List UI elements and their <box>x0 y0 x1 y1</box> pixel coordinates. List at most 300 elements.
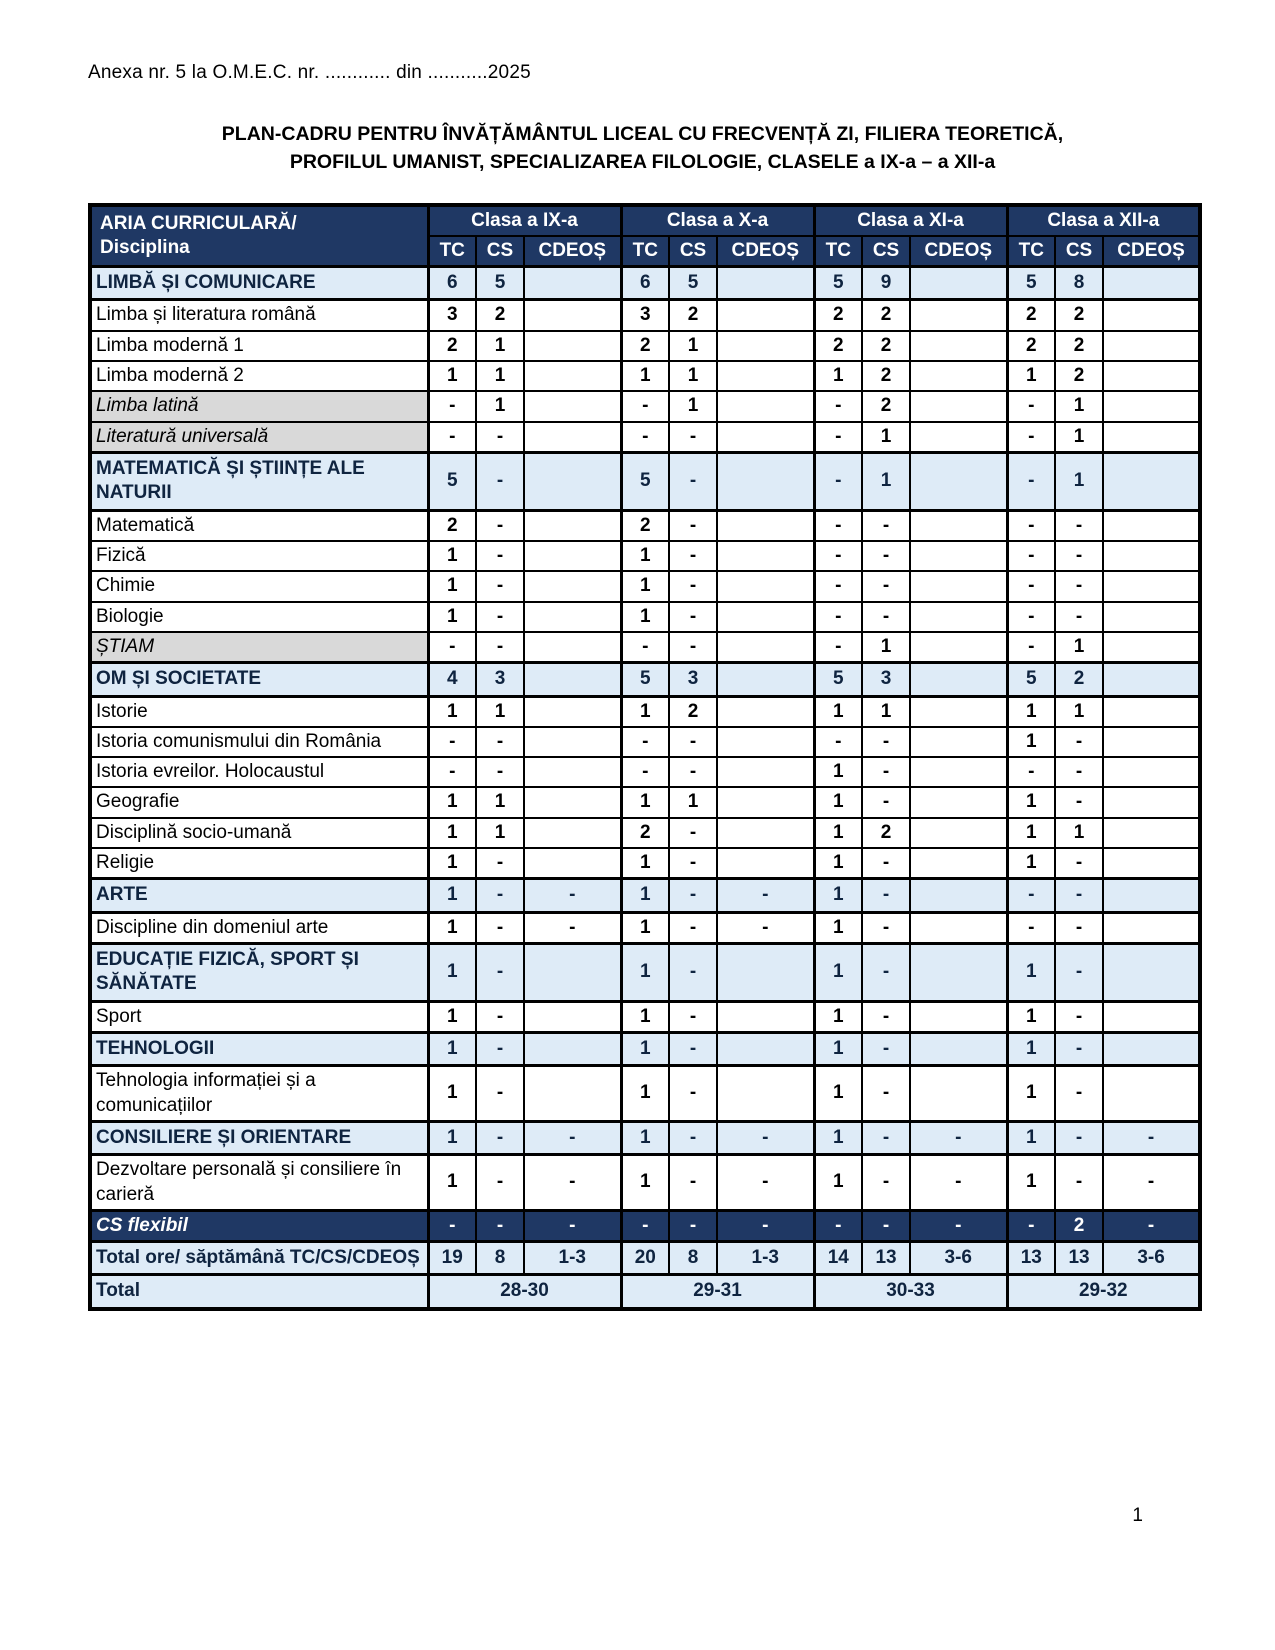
value-cell: - <box>428 757 476 787</box>
value-cell: 1 <box>1007 696 1055 727</box>
value-cell: - <box>862 571 910 601</box>
value-cell: - <box>669 1155 717 1211</box>
discipline-label: Religie <box>90 848 428 879</box>
value-cell <box>910 663 1007 696</box>
sub-header-cs: CS <box>862 236 910 267</box>
value-cell: - <box>1007 912 1055 943</box>
value-cell: 2 <box>1055 1210 1103 1241</box>
discipline-label: Discipline din domeniul arte <box>90 912 428 943</box>
value-cell: - <box>862 787 910 817</box>
value-cell: 1 <box>476 331 524 361</box>
value-cell: - <box>669 541 717 571</box>
value-cell: - <box>476 1210 524 1241</box>
value-cell: - <box>1007 757 1055 787</box>
value-cell: - <box>669 912 717 943</box>
discipline-label: Chimie <box>90 571 428 601</box>
value-cell: 2 <box>621 331 669 361</box>
value-cell: 1 <box>621 1066 669 1122</box>
value-cell: 1 <box>476 818 524 848</box>
value-cell <box>717 331 814 361</box>
value-cell: - <box>476 510 524 541</box>
value-cell <box>717 361 814 391</box>
value-cell: - <box>1055 944 1103 1002</box>
value-cell: - <box>476 453 524 511</box>
value-cell: 3 <box>862 663 910 696</box>
value-cell: - <box>910 1121 1007 1154</box>
table-row <box>90 391 1200 421</box>
value-cell: - <box>814 422 862 453</box>
value-cell: - <box>862 757 910 787</box>
value-cell: - <box>862 848 910 879</box>
value-cell: 2 <box>862 391 910 421</box>
value-cell: - <box>476 848 524 879</box>
value-cell <box>524 422 621 453</box>
discipline-label: Sport <box>90 1001 428 1032</box>
discipline-label: Istoria comunismului din România <box>90 727 428 757</box>
value-cell <box>1103 879 1200 912</box>
value-cell <box>717 696 814 727</box>
value-cell <box>910 300 1007 331</box>
category-label: CONSILIERE ȘI ORIENTARE <box>90 1121 428 1154</box>
value-cell: - <box>862 541 910 571</box>
value-cell: 1 <box>814 1155 862 1211</box>
value-cell: - <box>476 879 524 912</box>
value-cell: 1 <box>428 912 476 943</box>
value-cell: 3 <box>621 300 669 331</box>
value-cell <box>910 453 1007 511</box>
table-row <box>90 571 1200 601</box>
value-cell: - <box>1055 848 1103 879</box>
value-cell <box>717 453 814 511</box>
table-row <box>90 696 1200 727</box>
value-cell: 1 <box>476 391 524 421</box>
value-cell <box>1103 787 1200 817</box>
value-cell: 1 <box>862 696 910 727</box>
discipline-label: ȘTIAM <box>90 632 428 663</box>
value-cell: 5 <box>621 453 669 511</box>
discipline-label: Limba modernă 1 <box>90 331 428 361</box>
value-cell: 1 <box>862 632 910 663</box>
value-cell: 13 <box>1007 1242 1055 1275</box>
value-cell: 2 <box>669 300 717 331</box>
value-cell: - <box>669 632 717 663</box>
value-cell: 1 <box>621 879 669 912</box>
value-cell: 6 <box>428 267 476 300</box>
value-cell: - <box>1007 571 1055 601</box>
value-cell: - <box>669 848 717 879</box>
value-cell: 1 <box>814 1001 862 1032</box>
value-cell: 1 <box>1007 1001 1055 1032</box>
total-cell: 30-33 <box>814 1275 1007 1309</box>
sub-header-cdeos: CDEOȘ <box>524 236 621 267</box>
value-cell: 2 <box>621 510 669 541</box>
value-cell: - <box>621 632 669 663</box>
value-cell: 1 <box>814 757 862 787</box>
value-cell: - <box>1055 787 1103 817</box>
value-cell: 2 <box>476 300 524 331</box>
category-label: CS flexibil <box>90 1210 428 1241</box>
value-cell <box>524 602 621 632</box>
value-cell <box>910 944 1007 1002</box>
value-cell <box>524 757 621 787</box>
value-cell: 2 <box>862 300 910 331</box>
value-cell: - <box>669 571 717 601</box>
value-cell <box>1103 361 1200 391</box>
value-cell <box>717 267 814 300</box>
value-cell: - <box>862 1121 910 1154</box>
value-cell: - <box>476 1032 524 1065</box>
sub-header-cdeos: CDEOȘ <box>717 236 814 267</box>
value-cell <box>717 571 814 601</box>
value-cell: - <box>669 1001 717 1032</box>
value-cell <box>910 331 1007 361</box>
value-cell <box>1103 422 1200 453</box>
value-cell: 1 <box>669 361 717 391</box>
value-cell: - <box>428 422 476 453</box>
value-cell: 1 <box>621 696 669 727</box>
value-cell <box>1103 541 1200 571</box>
value-cell: 1 <box>621 1001 669 1032</box>
value-cell: 1 <box>621 1155 669 1211</box>
value-cell: - <box>814 1210 862 1241</box>
value-cell: 1 <box>621 848 669 879</box>
value-cell: - <box>621 1210 669 1241</box>
value-cell: 2 <box>1055 663 1103 696</box>
value-cell <box>717 727 814 757</box>
value-cell: - <box>476 602 524 632</box>
value-cell: - <box>814 727 862 757</box>
value-cell: - <box>669 879 717 912</box>
discipline-label: Dezvoltare personală și consiliere în carieră <box>90 1155 428 1211</box>
value-cell: 1 <box>1055 632 1103 663</box>
value-cell: - <box>1007 541 1055 571</box>
value-cell: - <box>669 1032 717 1065</box>
value-cell: - <box>814 541 862 571</box>
value-cell: - <box>1055 727 1103 757</box>
value-cell: 1 <box>428 1032 476 1065</box>
value-cell: 1 <box>862 422 910 453</box>
value-cell: - <box>669 1066 717 1122</box>
category-label: EDUCAȚIE FIZICĂ, SPORT ȘI SĂNĂTATE <box>90 944 428 1002</box>
value-cell: 2 <box>862 818 910 848</box>
value-cell: - <box>862 879 910 912</box>
value-cell: - <box>476 757 524 787</box>
value-cell <box>910 1066 1007 1122</box>
value-cell: - <box>476 1001 524 1032</box>
sub-header-cs: CS <box>669 236 717 267</box>
value-cell <box>910 267 1007 300</box>
value-cell <box>1103 300 1200 331</box>
category-label: LIMBĂ ȘI COMUNICARE <box>90 267 428 300</box>
corner-header <box>90 205 428 267</box>
value-cell: - <box>910 1210 1007 1241</box>
value-cell: 2 <box>814 331 862 361</box>
value-cell: 1 <box>428 879 476 912</box>
value-cell: - <box>524 1155 621 1211</box>
table-row <box>90 361 1200 391</box>
value-cell: 8 <box>476 1242 524 1275</box>
table-row <box>90 422 1200 453</box>
corner-header-line: ARIA CURRICULARĂ/ <box>100 212 297 234</box>
value-cell <box>910 602 1007 632</box>
value-cell: 1 <box>1007 848 1055 879</box>
value-cell: - <box>1007 602 1055 632</box>
value-cell: - <box>476 727 524 757</box>
value-cell: 1 <box>669 787 717 817</box>
discipline-label: Limba latină <box>90 391 428 421</box>
class-group-header: Clasa a IX-a <box>428 205 621 236</box>
value-cell: - <box>1007 1210 1055 1241</box>
value-cell: 1 <box>621 361 669 391</box>
sub-header-cs: CS <box>1055 236 1103 267</box>
value-cell: 3-6 <box>1103 1242 1200 1275</box>
sub-header-cdeos: CDEOȘ <box>910 236 1007 267</box>
value-cell: - <box>524 879 621 912</box>
table-row <box>90 1066 1200 1122</box>
value-cell: - <box>524 1121 621 1154</box>
value-cell: 1 <box>428 944 476 1002</box>
value-cell <box>1103 1066 1200 1122</box>
value-cell <box>1103 663 1200 696</box>
value-cell <box>524 267 621 300</box>
value-cell <box>717 944 814 1002</box>
value-cell: 2 <box>428 331 476 361</box>
table-row <box>90 1001 1200 1032</box>
value-cell <box>524 331 621 361</box>
table-row <box>90 632 1200 663</box>
value-cell: 1 <box>814 1121 862 1154</box>
value-cell: - <box>814 571 862 601</box>
value-cell: - <box>669 818 717 848</box>
value-cell <box>524 848 621 879</box>
discipline-label: Geografie <box>90 787 428 817</box>
value-cell <box>910 912 1007 943</box>
value-cell: - <box>814 632 862 663</box>
value-cell: 1 <box>621 912 669 943</box>
value-cell <box>717 818 814 848</box>
value-cell: - <box>476 1066 524 1122</box>
table-row <box>90 912 1200 943</box>
value-cell: 1 <box>1007 1121 1055 1154</box>
value-cell: 2 <box>862 331 910 361</box>
value-cell: 1 <box>1007 1032 1055 1065</box>
value-cell: 1 <box>621 944 669 1002</box>
category-label: TEHNOLOGII <box>90 1032 428 1065</box>
value-cell: 1 <box>814 361 862 391</box>
sub-header-tc: TC <box>621 236 669 267</box>
value-cell: 20 <box>621 1242 669 1275</box>
value-cell <box>524 787 621 817</box>
value-cell: 2 <box>669 696 717 727</box>
value-cell: 4 <box>428 663 476 696</box>
value-cell <box>1103 391 1200 421</box>
value-cell <box>717 757 814 787</box>
value-cell <box>524 696 621 727</box>
category-label: Total <box>90 1275 428 1309</box>
value-cell <box>717 510 814 541</box>
header-row-groups <box>90 205 1200 236</box>
value-cell <box>524 1001 621 1032</box>
value-cell: 2 <box>1007 331 1055 361</box>
value-cell: 2 <box>1055 331 1103 361</box>
value-cell <box>717 848 814 879</box>
value-cell <box>524 944 621 1002</box>
value-cell: - <box>862 944 910 1002</box>
value-cell: - <box>621 422 669 453</box>
table-row <box>90 663 1200 696</box>
value-cell: 1 <box>621 571 669 601</box>
value-cell <box>910 696 1007 727</box>
value-cell <box>910 1001 1007 1032</box>
value-cell: - <box>1007 510 1055 541</box>
value-cell: - <box>669 727 717 757</box>
value-cell: 2 <box>428 510 476 541</box>
value-cell: 1 <box>814 1066 862 1122</box>
value-cell: - <box>428 391 476 421</box>
value-cell: 2 <box>621 818 669 848</box>
annex-line: Anexa nr. 5 la O.M.E.C. nr. ............ din ...........2025 <box>88 62 531 83</box>
value-cell: - <box>814 602 862 632</box>
value-cell: - <box>814 510 862 541</box>
table-row <box>90 1242 1200 1275</box>
value-cell: - <box>1055 879 1103 912</box>
table-row <box>90 757 1200 787</box>
discipline-label: Matematică <box>90 510 428 541</box>
value-cell <box>1103 818 1200 848</box>
value-cell <box>524 541 621 571</box>
table-row <box>90 727 1200 757</box>
value-cell: - <box>1055 1121 1103 1154</box>
value-cell: 2 <box>1007 300 1055 331</box>
class-group-header: Clasa a X-a <box>621 205 814 236</box>
value-cell <box>717 632 814 663</box>
value-cell: - <box>669 453 717 511</box>
discipline-label: Istorie <box>90 696 428 727</box>
sub-header-tc: TC <box>1007 236 1055 267</box>
table-row <box>90 879 1200 912</box>
value-cell <box>910 757 1007 787</box>
value-cell <box>910 571 1007 601</box>
value-cell: 1 <box>814 848 862 879</box>
value-cell: - <box>476 944 524 1002</box>
table-row <box>90 787 1200 817</box>
value-cell <box>1103 510 1200 541</box>
value-cell <box>1103 331 1200 361</box>
value-cell: - <box>1055 602 1103 632</box>
value-cell: 1 <box>428 818 476 848</box>
value-cell <box>1103 267 1200 300</box>
value-cell: - <box>669 422 717 453</box>
value-cell <box>717 1066 814 1122</box>
value-cell <box>524 300 621 331</box>
value-cell: 5 <box>1007 267 1055 300</box>
value-cell <box>910 422 1007 453</box>
value-cell <box>910 541 1007 571</box>
discipline-label: Fizică <box>90 541 428 571</box>
value-cell: - <box>669 757 717 787</box>
value-cell <box>910 848 1007 879</box>
value-cell: - <box>1007 391 1055 421</box>
value-cell: - <box>621 391 669 421</box>
value-cell: - <box>476 632 524 663</box>
value-cell: 1 <box>1007 727 1055 757</box>
value-cell: - <box>717 1210 814 1241</box>
value-cell <box>910 787 1007 817</box>
value-cell: 3 <box>669 663 717 696</box>
value-cell: - <box>862 510 910 541</box>
value-cell <box>524 453 621 511</box>
value-cell: 1 <box>1007 944 1055 1002</box>
value-cell: 5 <box>669 267 717 300</box>
value-cell: - <box>669 602 717 632</box>
discipline-label: Limba și literatura română <box>90 300 428 331</box>
value-cell: 1 <box>428 541 476 571</box>
value-cell: - <box>862 1066 910 1122</box>
value-cell <box>1103 912 1200 943</box>
value-cell: - <box>428 727 476 757</box>
value-cell: 1 <box>428 361 476 391</box>
value-cell: 3 <box>428 300 476 331</box>
value-cell: - <box>1055 1155 1103 1211</box>
corner-header-line: Disciplina <box>100 236 190 258</box>
discipline-label: Disciplină socio-umană <box>90 818 428 848</box>
value-cell: - <box>428 632 476 663</box>
table-row <box>90 1032 1200 1065</box>
value-cell: 1 <box>621 787 669 817</box>
value-cell: 1 <box>1055 453 1103 511</box>
value-cell: 1 <box>814 1032 862 1065</box>
value-cell: 1 <box>428 571 476 601</box>
value-cell: 1 <box>669 391 717 421</box>
value-cell <box>524 571 621 601</box>
value-cell: 1 <box>428 1155 476 1211</box>
value-cell: 1-3 <box>524 1242 621 1275</box>
value-cell: 1 <box>1055 818 1103 848</box>
value-cell <box>1103 696 1200 727</box>
table-row <box>90 1121 1200 1154</box>
value-cell: 14 <box>814 1242 862 1275</box>
table-row <box>90 331 1200 361</box>
value-cell: 8 <box>669 1242 717 1275</box>
value-cell: - <box>717 1155 814 1211</box>
table-row <box>90 1210 1200 1241</box>
value-cell: - <box>1055 757 1103 787</box>
value-cell <box>524 1066 621 1122</box>
value-cell: 1 <box>1055 391 1103 421</box>
value-cell: 1 <box>814 879 862 912</box>
category-label: OM ȘI SOCIETATE <box>90 663 428 696</box>
value-cell: - <box>476 571 524 601</box>
value-cell: 2 <box>814 300 862 331</box>
value-cell: - <box>476 541 524 571</box>
value-cell <box>717 391 814 421</box>
table-row <box>90 818 1200 848</box>
value-cell: 1 <box>1007 818 1055 848</box>
value-cell: - <box>862 1210 910 1241</box>
value-cell: 1 <box>814 944 862 1002</box>
value-cell: - <box>717 1121 814 1154</box>
value-cell: 1 <box>814 696 862 727</box>
value-cell <box>910 391 1007 421</box>
value-cell <box>524 391 621 421</box>
value-cell <box>1103 848 1200 879</box>
value-cell: - <box>476 422 524 453</box>
value-cell: 1 <box>814 818 862 848</box>
value-cell: - <box>1055 1032 1103 1065</box>
value-cell <box>910 510 1007 541</box>
table-row <box>90 267 1200 300</box>
value-cell <box>910 818 1007 848</box>
